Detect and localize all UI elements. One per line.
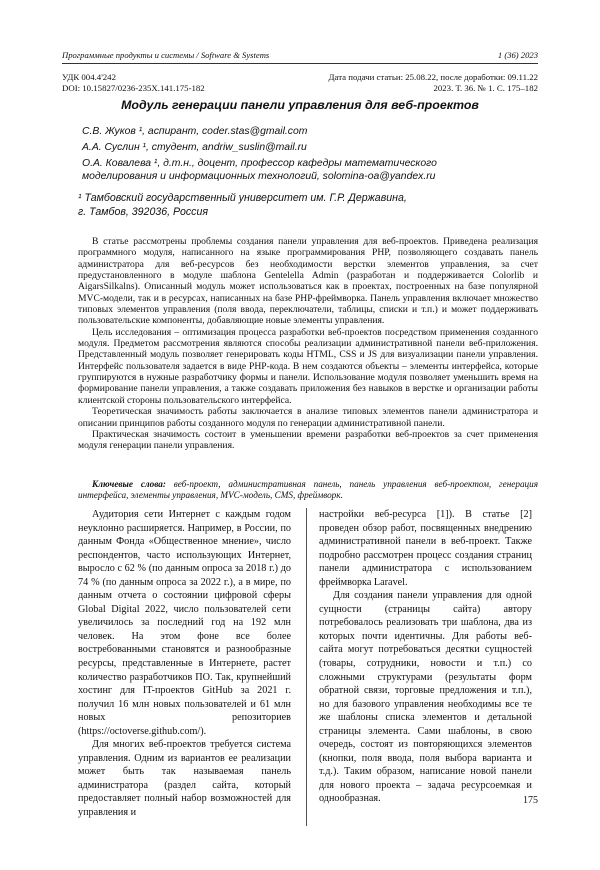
column-rule [306,508,307,826]
citation: 2023. Т. 36. № 1. С. 175–182 [433,83,538,93]
author-line: моделирования и информационных технологий, solomina-oa@yandex.ru [82,171,436,182]
keywords [78,479,538,501]
meta-right [329,72,538,94]
abstract-paragraph: Теоретическая значимость работы заключается в анализе типовых элементов панели администратора и описании принципов работы созданного модуля по генерации административной панели. [78,406,538,429]
doi: DOI: 10.15827/0236-235X.141.175-182 [62,83,205,93]
author-line: С.В. Жуков ¹, аспирант, coder.stas@gmail.com [82,126,308,137]
abstract-paragraph: Цель исследования – оптимизация процесса разработки веб-проектов посредством применения созданного модуля. Предметом рассмотрения являются способы реализации административной панели веб-приложения. Представленный модуль позволяет генерировать коды HTML, CSS и JS для визуализации панели управления. Интерфейс пользователя задается в виде PHP-кода. В нем создаются объекты – элементы интерфейса, которые группируются в нужные разработчику формы и панели. Использование модуля позволяет уменьшить время на формирование панели управления, а также создавать приложения без навыков в верстке и организации работы клиентской стороны пользовательского интерфейса. [78,326,538,406]
meta-left [62,72,205,94]
journal-name: Программные продукты и системы / Software & Systems [62,50,270,60]
header-rule [62,63,538,64]
abstract [78,236,538,452]
udk: УДК 004.4'242 [62,72,116,82]
affiliation-line: ¹ Тамбовский государственный университет им. Г.Р. Державина, [78,192,407,204]
keywords-label: Ключевые слова: [92,479,166,489]
abstract-paragraph: В статье рассмотрены проблемы создания панели управления для веб-проектов. Приведена реализация программного модуля, написанного на языке программирования PHP, позволяющего создавать панель администратора для веб-ресурсов без необходимости верстки элементов управления, за счет предустановленного в модуле шаблона Gentelella Admin (разработан и поддерживается Colorlib и AigarsSilkalns). Описанный модуль может использоваться как в проектах, построенных на базе популярной MVC-модели, так и в ресурсах, написанных на базе PHP-фреймворка. Панель управления включает множество типовых элементов управления (поля ввода, переключатели, таблицы, списки и т.п.) и может поддерживать пользовательские компоненты, добавляющие новые элементы управления. [78,236,538,327]
author-line: О.А. Ковалева ¹, д.т.н., доцент, профессор кафедры математического [82,158,437,169]
affiliation-line: г. Тамбов, 392036, Россия [78,206,208,218]
body-paragraph: настройки веб-ресурса [1]). В статье [2] проведен обзор работ, посвященных внедрению административной панели в веб-проект. Также подробно рассмотрен процесс создания страниц панели администратора с использованием фреймворка Laravel. [319,509,532,588]
left-column [78,508,291,820]
running-header [62,50,538,60]
body-paragraph: Для многих веб-проектов требуется система управления. Одним из вариантов ее реализации может быть так называемая панель администратора (раздел сайта, который предоставляет полный набор возможностей для управления и [78,739,291,819]
body-paragraph: Аудитория сети Интернет с каждым годом неуклонно расширяется. Например, в России, по данным Фонда «Общественное мнение», число респондентов, часто использующих Интернет, выросло с 62 % (по данным опроса за 2018 г.) до 74 % (по данным опроса за 2022 г.), а в мире, по данным отчета о состоянии цифровой сферы Global Digital 2022, число пользователей сети увеличилось за последний год на 192 млн человек. На этом фоне все более востребованными становятся и разнообразные ресурсы, представленные в Интернете, растет количество разработчиков ПО. Так, крупнейший хостинг для IT-проектов GitHub за 2021 г. получил 16 млн новых пользователей и 61 млн новых репозиториев (https://octoverse.github.com/). [78,509,291,737]
page-number: 175 [523,795,538,806]
article-title: Модуль генерации панели управления для веб-проектов [121,98,479,112]
issue-number: 1 (36) 2023 [497,50,538,60]
abstract-paragraph: Практическая значимость состоит в уменьшении времени разработки веб-проектов за счет применения модуля генерации панели управления. [78,428,538,452]
right-column [319,508,532,806]
body-paragraph: Для создания панели управления для одной сущности (страницы сайта) автору потребовалось реализовать три шаблона, два из которых почти идентичны. Для работы веб-сайта могут потребоваться десятки сущностей (товары, сотрудники, новости и т.п.) со сложными структурами (результаты форм обратной связи, торговые предложения и т.п.), но для базового управления необходимы все те же шаблоны списка элементов и детальной страницы элемента. Сами шаблоны, в свою очередь, состоят из повторяющихся элементов (кнопки, поля ввода, поля выбора варианта и т.д.). Таким образом, написание новой панели для нового проекта – задача ресурсоемкая и однообразная. [319,590,532,805]
author-line: А.А. Суслин ¹, студент, andriw_suslin@mail.ru [82,142,307,153]
keywords-list: веб-проект, административная панель, панель управления веб-проектом, генерация интерфейса, элементы управления, MVC-модель, CMS, фреймворк. [78,479,538,500]
submission-dates: Дата подачи статьи: 25.08.22, после доработки: 09.11.22 [328,72,538,82]
